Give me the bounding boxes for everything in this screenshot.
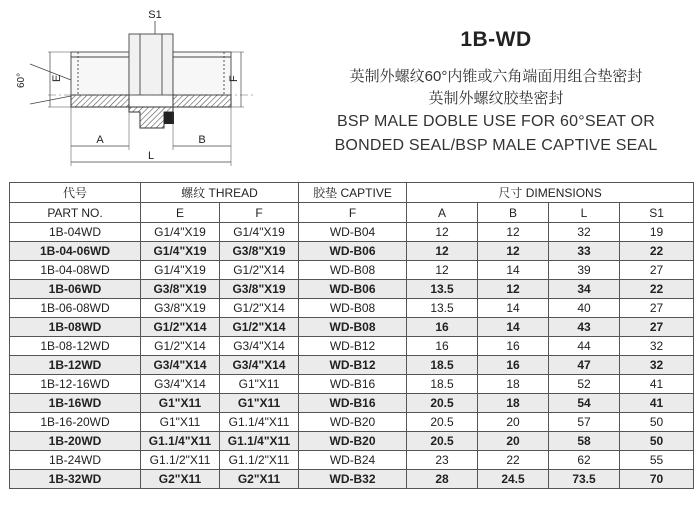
cell-l: 44 bbox=[549, 337, 620, 356]
header-a: A bbox=[407, 203, 478, 223]
cell-s1: 27 bbox=[620, 261, 694, 280]
cell-b: 18 bbox=[478, 375, 549, 394]
cell-f: G3/8"X19 bbox=[220, 242, 299, 261]
cell-b: 20 bbox=[478, 432, 549, 451]
header-f: F bbox=[220, 203, 299, 223]
cell-l: 34 bbox=[549, 280, 620, 299]
cell-a: 13.5 bbox=[407, 299, 478, 318]
cell-b: 12 bbox=[478, 280, 549, 299]
cell-f: G3/4"X14 bbox=[220, 337, 299, 356]
table-row bbox=[10, 356, 694, 375]
cell-s1: 32 bbox=[620, 356, 694, 375]
cell-l: 43 bbox=[549, 318, 620, 337]
cell-captive: WD-B16 bbox=[299, 375, 407, 394]
model-title: 1B-WD bbox=[460, 28, 532, 51]
cell-part: 1B-08WD bbox=[10, 318, 141, 337]
cell-a: 12 bbox=[407, 261, 478, 280]
table-row bbox=[10, 299, 694, 318]
cell-s1: 50 bbox=[620, 413, 694, 432]
cell-captive: WD-B20 bbox=[299, 432, 407, 451]
cell-e: G2"X11 bbox=[141, 470, 220, 489]
cell-f: G1/2"X14 bbox=[220, 299, 299, 318]
cell-captive: WD-B32 bbox=[299, 470, 407, 489]
table-row bbox=[10, 413, 694, 432]
cell-b: 22 bbox=[478, 451, 549, 470]
cell-e: G1/4"X19 bbox=[141, 223, 220, 242]
cell-s1: 50 bbox=[620, 432, 694, 451]
description-cn-2: 英制外螺纹胶垫密封 bbox=[428, 90, 564, 107]
cell-e: G3/4"X14 bbox=[141, 356, 220, 375]
cell-f: G1"X11 bbox=[220, 375, 299, 394]
cell-f: G1/2"X14 bbox=[220, 318, 299, 337]
cell-captive: WD-B06 bbox=[299, 280, 407, 299]
cell-e: G1"X11 bbox=[141, 394, 220, 413]
table-row bbox=[10, 223, 694, 242]
cell-e: G1/4"X19 bbox=[141, 261, 220, 280]
cell-b: 20 bbox=[478, 413, 549, 432]
cell-a: 18.5 bbox=[407, 375, 478, 394]
cell-part: 1B-06WD bbox=[10, 280, 141, 299]
cell-b: 16 bbox=[478, 337, 549, 356]
cell-s1: 32 bbox=[620, 337, 694, 356]
cell-part: 1B-20WD bbox=[10, 432, 141, 451]
header-thread: 螺纹 THREAD bbox=[141, 183, 299, 203]
cell-f: G1"X11 bbox=[220, 394, 299, 413]
cell-part: 1B-16WD bbox=[10, 394, 141, 413]
cell-b: 12 bbox=[478, 242, 549, 261]
cell-a: 12 bbox=[407, 242, 478, 261]
cell-part: 1B-04-06WD bbox=[10, 242, 141, 261]
cell-s1: 70 bbox=[620, 470, 694, 489]
cell-f: G3/8"X19 bbox=[220, 280, 299, 299]
header-s1: S1 bbox=[620, 203, 694, 223]
cell-a: 28 bbox=[407, 470, 478, 489]
label-l: L bbox=[147, 150, 155, 162]
cell-s1: 27 bbox=[620, 318, 694, 337]
cell-captive: WD-B16 bbox=[299, 394, 407, 413]
cell-e: G3/4"X14 bbox=[141, 375, 220, 394]
cell-b: 14 bbox=[478, 261, 549, 280]
cell-s1: 19 bbox=[620, 223, 694, 242]
cell-l: 58 bbox=[549, 432, 620, 451]
cell-part: 1B-32WD bbox=[10, 470, 141, 489]
table-row bbox=[10, 394, 694, 413]
table-header-row-1 bbox=[10, 183, 694, 203]
cell-l: 47 bbox=[549, 356, 620, 375]
header-e: E bbox=[141, 203, 220, 223]
cell-part: 1B-24WD bbox=[10, 451, 141, 470]
product-header bbox=[300, 28, 692, 158]
header-part-en: PART NO. bbox=[10, 203, 141, 223]
cell-captive: WD-B12 bbox=[299, 337, 407, 356]
cell-a: 16 bbox=[407, 318, 478, 337]
table-row bbox=[10, 432, 694, 451]
cell-part: 1B-12-16WD bbox=[10, 375, 141, 394]
cell-e: G3/8"X19 bbox=[141, 299, 220, 318]
cell-l: 62 bbox=[549, 451, 620, 470]
cell-l: 57 bbox=[549, 413, 620, 432]
cell-l: 33 bbox=[549, 242, 620, 261]
fitting-drawing bbox=[8, 4, 258, 174]
cell-l: 52 bbox=[549, 375, 620, 394]
cell-captive: WD-B24 bbox=[299, 451, 407, 470]
cell-part: 1B-12WD bbox=[10, 356, 141, 375]
cell-f: G1/2"X14 bbox=[220, 261, 299, 280]
table-row bbox=[10, 280, 694, 299]
cell-a: 20.5 bbox=[407, 432, 478, 451]
cell-captive: WD-B08 bbox=[299, 318, 407, 337]
cell-l: 39 bbox=[549, 261, 620, 280]
cell-s1: 41 bbox=[620, 375, 694, 394]
cell-b: 14 bbox=[478, 299, 549, 318]
cell-e: G1"X11 bbox=[141, 413, 220, 432]
cell-e: G1.1/2"X11 bbox=[141, 451, 220, 470]
header-dimensions: 尺寸 DIMENSIONS bbox=[407, 183, 694, 203]
cell-l: 40 bbox=[549, 299, 620, 318]
description-cn-1: 英制外螺纹60°内锥或六角端面用组合垫密封 bbox=[349, 68, 643, 85]
cell-part: 1B-08-12WD bbox=[10, 337, 141, 356]
header-l: L bbox=[549, 203, 620, 223]
header-part-cn: 代号 bbox=[10, 183, 141, 203]
dimensions-table bbox=[9, 182, 694, 489]
cell-part: 1B-06-08WD bbox=[10, 299, 141, 318]
label-b: B bbox=[198, 134, 206, 146]
cell-e: G1/2"X14 bbox=[141, 318, 220, 337]
table-row bbox=[10, 375, 694, 394]
cell-b: 16 bbox=[478, 356, 549, 375]
cell-s1: 41 bbox=[620, 394, 694, 413]
cell-a: 18.5 bbox=[407, 356, 478, 375]
cell-f: G1/4"X19 bbox=[220, 223, 299, 242]
cell-part: 1B-04-08WD bbox=[10, 261, 141, 280]
description-en-1: BSP MALE DOBLE USE FOR 60°SEAT OR bbox=[337, 113, 655, 130]
cell-a: 12 bbox=[407, 223, 478, 242]
cell-a: 13.5 bbox=[407, 280, 478, 299]
cell-f: G1.1/2"X11 bbox=[220, 451, 299, 470]
label-e: E bbox=[51, 74, 63, 82]
table-row bbox=[10, 337, 694, 356]
cell-b: 18 bbox=[478, 394, 549, 413]
cell-e: G1.1/4"X11 bbox=[141, 432, 220, 451]
cell-l: 54 bbox=[549, 394, 620, 413]
cell-a: 20.5 bbox=[407, 413, 478, 432]
cell-b: 12 bbox=[478, 223, 549, 242]
cell-a: 20.5 bbox=[407, 394, 478, 413]
cell-a: 23 bbox=[407, 451, 478, 470]
cell-s1: 27 bbox=[620, 299, 694, 318]
cell-captive: WD-B06 bbox=[299, 242, 407, 261]
header-b: B bbox=[478, 203, 549, 223]
cell-part: 1B-04WD bbox=[10, 223, 141, 242]
table-row bbox=[10, 451, 694, 470]
cell-s1: 55 bbox=[620, 451, 694, 470]
label-a: A bbox=[96, 134, 104, 146]
cell-part: 1B-16-20WD bbox=[10, 413, 141, 432]
label-f: F bbox=[228, 75, 240, 82]
cell-s1: 22 bbox=[620, 280, 694, 299]
cell-captive: WD-B08 bbox=[299, 299, 407, 318]
table-row bbox=[10, 261, 694, 280]
cell-f: G3/4"X14 bbox=[220, 356, 299, 375]
description-en-2: BONDED SEAL/BSP MALE CAPTIVE SEAL bbox=[334, 137, 658, 154]
label-s1: S1 bbox=[148, 9, 162, 21]
cell-f: G2"X11 bbox=[220, 470, 299, 489]
label-angle: 60° bbox=[16, 72, 27, 88]
cell-e: G1/2"X14 bbox=[141, 337, 220, 356]
table-row bbox=[10, 470, 694, 489]
table-row bbox=[10, 242, 694, 261]
cell-captive: WD-B04 bbox=[299, 223, 407, 242]
cell-f: G1.1/4"X11 bbox=[220, 432, 299, 451]
table-header-row-2 bbox=[10, 203, 694, 223]
cell-e: G1/4"X19 bbox=[141, 242, 220, 261]
header-captive-f: F bbox=[299, 203, 407, 223]
cell-l: 32 bbox=[549, 223, 620, 242]
header-captive: 胶垫 CAPTIVE bbox=[299, 183, 407, 203]
cell-e: G3/8"X19 bbox=[141, 280, 220, 299]
cell-captive: WD-B12 bbox=[299, 356, 407, 375]
cell-f: G1.1/4"X11 bbox=[220, 413, 299, 432]
cell-captive: WD-B20 bbox=[299, 413, 407, 432]
cell-captive: WD-B08 bbox=[299, 261, 407, 280]
table-row bbox=[10, 318, 694, 337]
cell-a: 16 bbox=[407, 337, 478, 356]
cell-b: 14 bbox=[478, 318, 549, 337]
cell-b: 24.5 bbox=[478, 470, 549, 489]
cell-l: 73.5 bbox=[549, 470, 620, 489]
cell-s1: 22 bbox=[620, 242, 694, 261]
